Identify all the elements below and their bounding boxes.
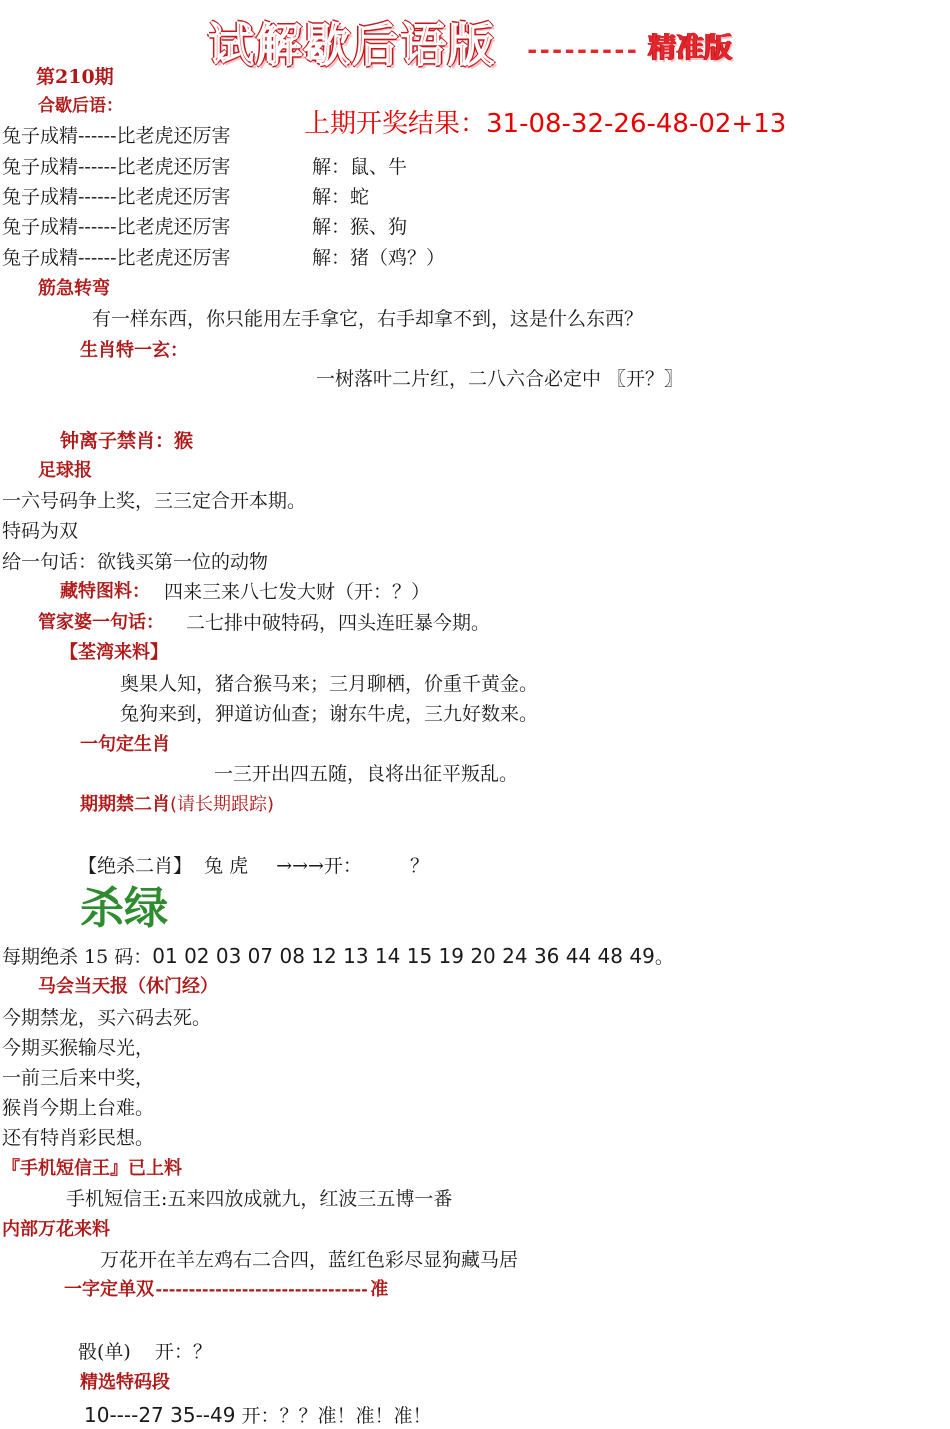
kill-color: 杀绿 [80,883,168,934]
issue-number: 第210期 [36,66,114,88]
kill-two-arrows: →→→开： [276,855,362,877]
kill-two-open: ？ [409,855,429,877]
wanhua-heading: 内部万花来料 [2,1219,110,1240]
football-line: 一六号码争上奖，三三定合开本期。 [2,490,307,512]
period-ban-note: (请长期跟踪) [170,794,275,815]
odd-even-heading: 一字定单双 [64,1279,154,1300]
special-range-heading: 精选特码段 [80,1372,170,1393]
riddle-heading: 合歇后语： [38,96,123,116]
special-range-open: 开：？？准！准！准！ [241,1405,432,1427]
kill-numbers-list: 01 02 03 07 08 12 13 14 15 19 20 24 36 44 48 49 [152,944,655,968]
zodiac-mystery-heading: 生肖特一玄： [80,340,188,361]
page-title: 试解歇后语版 [208,18,496,72]
horse-club-line: 还有特肖彩民想。 [2,1127,155,1149]
zodiac-mystery-text: 一树落叶二片红，二八六合必定中 〖开？〗 [316,368,684,390]
sms-king-text: 手机短信王:五来四放成就九，红波三五博一番 [66,1188,453,1210]
horse-club-line: 今期禁龙，买六码去死。 [2,1007,212,1029]
quanwan-heading: 【荃湾来料】 [60,642,168,663]
horse-club-line: 猴肖今期上台难。 [2,1097,155,1119]
horse-club-line: 今期买猴输尽光， [2,1037,155,1059]
one-sentence-text: 一三开出四五随，良将出征平叛乱。 [214,763,519,785]
odd-even-accurate: 准 [370,1279,389,1300]
riddle-line: 兔子成精------比老虎还厉害 [2,156,231,178]
title-tag: 精准版 [648,31,733,64]
period-ban-heading: 期期禁二肖 [80,794,170,815]
quanwan-line: 兔狗来到，狎道访仙查；谢东牛虎，三九好数来。 [120,703,539,725]
housekeeper-label: 管家婆一句话： [38,612,164,633]
one-sentence-heading: 一句定生肖 [80,734,170,755]
sms-king-heading: 『手机短信王』已上料 [2,1158,182,1179]
riddle-line: 兔子成精------比老虎还厉害 [2,247,231,269]
special-range-values: 10----27 35--49 [84,1403,236,1427]
odd-even-row [64,1281,388,1299]
riddle-answer: 解：猪（鸡？） [312,247,446,269]
quanwan-line: 奥果人知，猪合猴马来；三月聊栖，价重千黄金。 [120,673,539,695]
horse-club-line: 一前三后来中奖， [2,1067,155,1089]
football-line: 给一句话：欲钱买第一位的动物 [2,551,269,573]
housekeeper-text: 二七排中破特码，四头连旺暴今期。 [186,612,491,634]
dice-label: 骰(单) [78,1341,131,1363]
last-draw-result: 上期开奖结果：31-08-32-26-48-02+13 [304,109,787,139]
kill-numbers-suffix: 。 [654,946,674,968]
kill-two-label: 【绝杀二肖】 [78,855,193,877]
title-dashes: --------- [525,36,638,64]
riddle-answer: 解：猴、狗 [312,216,408,238]
riddle-line: 兔子成精------比老虎还厉害 [2,186,231,208]
hidden-pic-label: 藏特图料： [60,581,150,602]
football-line: 特码为双 [2,520,79,542]
special-range-row [84,1405,432,1426]
riddle-answer: 解：蛇 [312,186,370,208]
wanhua-text: 万花开在羊左鸡右二合四，蓝红色彩尽显狗藏马居 [100,1249,519,1271]
odd-even-dashes: -------------------------------- [154,1280,367,1299]
kill-two-zodiacs: 兔 虎 [204,855,249,877]
dice-row [78,1343,212,1362]
horse-club-heading: 马会当天报（休门经） [38,976,218,997]
riddle-answer: 解：鼠、牛 [312,156,408,178]
dice-open: 开：？ [154,1341,212,1363]
football-heading: 足球报 [38,460,92,481]
hidden-pic-text: 四来三来八七发大财（开：？） [164,581,431,603]
zhongli-ban: 钟离子禁肖：猴 [60,430,194,452]
riddle-line: 兔子成精------比老虎还厉害 [2,216,231,238]
riddle-line: 兔子成精------比老虎还厉害 [2,125,231,147]
brain-teaser-text: 有一样东西，你只能用左手拿它，右手却拿不到，这是什么东西？ [92,308,644,330]
kill-numbers-prefix: 每期绝杀 15 码： [2,946,153,968]
kill-two-row [78,857,429,876]
kill-numbers-row [2,946,674,967]
brain-teaser-heading: 筋急转弯 [38,278,110,299]
